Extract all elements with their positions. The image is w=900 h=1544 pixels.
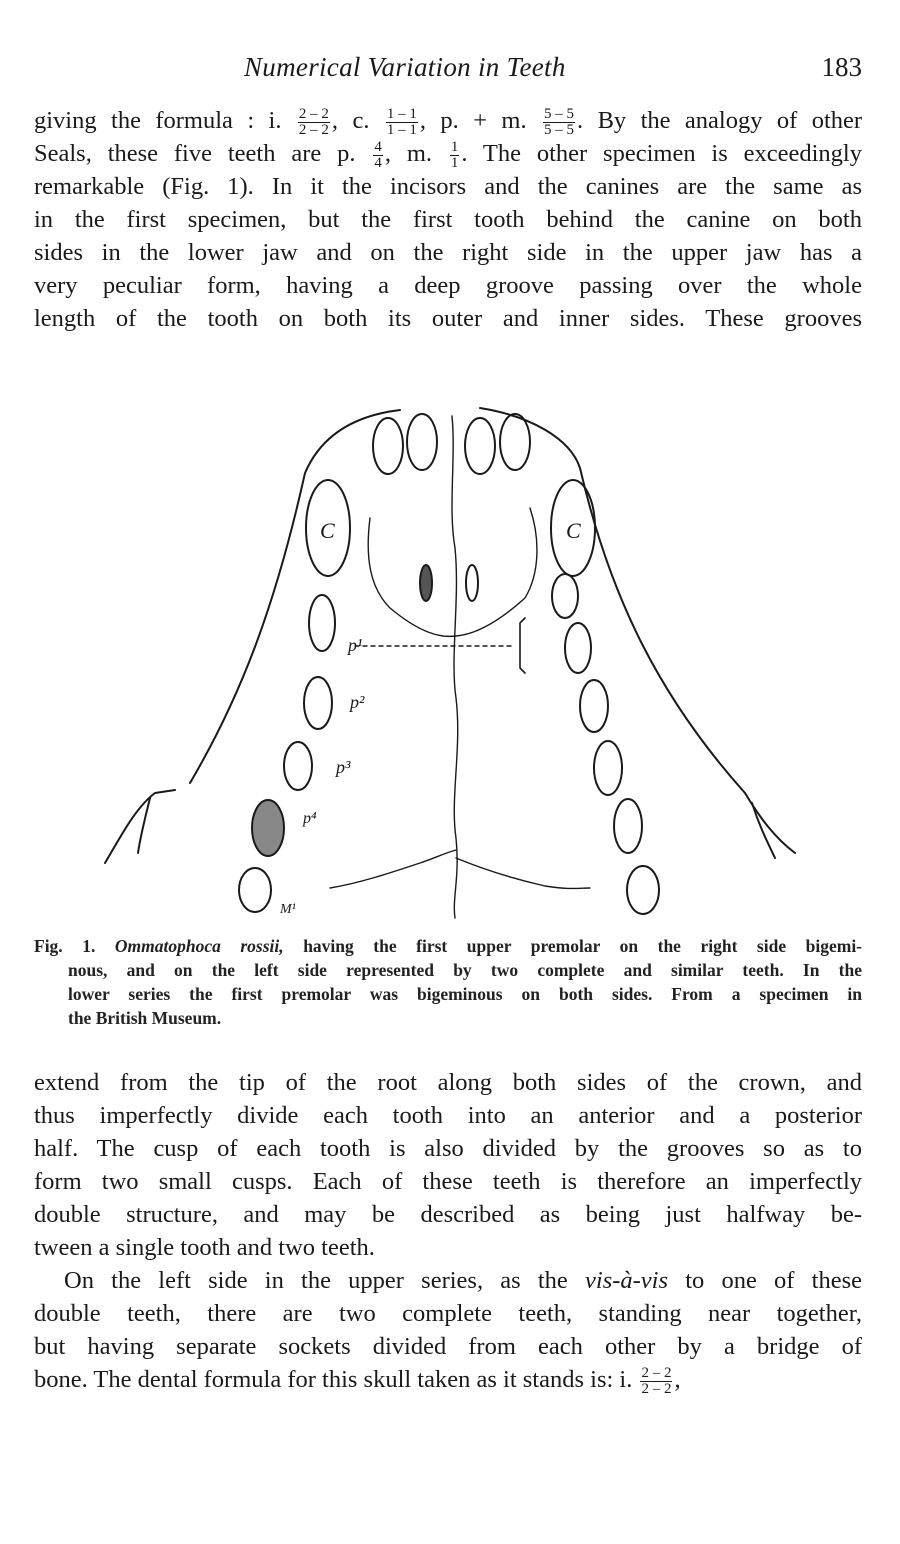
text-line: length of the tooth on both its outer and inner sides. These grooves (34, 305, 862, 332)
upper-p1-left (309, 595, 335, 651)
posterior-margin-left (330, 850, 456, 888)
upper-m1-right (614, 799, 642, 853)
text-fragment: to one of these (685, 1267, 862, 1294)
jaw-flank-left (138, 798, 150, 853)
formula-fraction: $\frac{4}{4}$ (374, 138, 382, 171)
palatine-foramen-left (420, 565, 432, 601)
jaw-edge-left (105, 790, 175, 863)
figure-caption (34, 934, 862, 1030)
skull-palate-illustration (100, 398, 800, 928)
upper-m1-left (239, 868, 271, 912)
upper-p3-left (284, 742, 312, 790)
text-line: but having separate sockets divided from each other by a bridge of (34, 1333, 862, 1360)
paragraph-top (34, 104, 862, 335)
incisor-4 (500, 414, 530, 470)
italic-term: vis-à-vis (585, 1267, 669, 1294)
text-fragment: , m. (384, 140, 432, 167)
text-line: remarkable (Fig. 1). In it the incisors and the canines are the same as (34, 173, 862, 200)
incisor-1 (373, 418, 403, 474)
label-canine-left: C (320, 518, 335, 543)
caption-line (34, 934, 862, 958)
formula-fraction: $\frac{2 - 2}{2 - 2}$ (641, 1364, 672, 1397)
text-line (34, 1264, 862, 1297)
caption-text: having the first upper premolar on the right side bigemi- (303, 936, 863, 956)
caption-line: nous, and on the left side represented by two complete and similar teeth. In the (68, 960, 862, 980)
incisor-3 (465, 418, 495, 474)
midline-suture (452, 416, 458, 918)
text-line: sides in the lower jaw and on the right side in the upper jaw has a (34, 239, 862, 266)
text-line: in the first specimen, but the first tooth behind the canine on both (34, 206, 862, 233)
caption-line: the British Museum. (68, 1008, 222, 1028)
text-line: double teeth, there are two complete teeth, standing near together, (34, 1300, 862, 1327)
formula-fraction: $\frac{1}{1}$ (450, 138, 459, 171)
label-p2: p² (350, 692, 365, 712)
label-p1: p¹ (348, 635, 363, 655)
jaw-edge-right (745, 793, 795, 853)
text-fragment: On the left side in the upper series, as the (64, 1267, 568, 1294)
text-fragment: , p. + m. (419, 107, 527, 134)
label-p3: p³ (336, 757, 351, 777)
upper-p3-right (580, 680, 608, 732)
upper-p4-right (594, 741, 622, 795)
upper-p1-right (552, 574, 578, 618)
text-fragment: . The other specimen is exceedingly (461, 140, 862, 167)
text-line (34, 137, 862, 170)
skull-outline-right (480, 408, 745, 793)
text-line: thus imperfectly divide each tooth into an anterior and a posterior (34, 1102, 862, 1129)
upper-p4-left (252, 800, 284, 856)
caption-line: lower series the first premolar was bigeminous on both sides. From a specimen in (68, 984, 862, 1004)
skull-outline-left (190, 410, 400, 783)
running-title: Numerical Variation in Teeth (244, 52, 566, 82)
upper-p2-left (304, 677, 332, 729)
palatine-foramen-right (466, 565, 478, 601)
label-p4: p⁴ (303, 810, 317, 827)
text-fragment: , (674, 1366, 681, 1393)
text-line (34, 104, 862, 137)
formula-fraction: $\frac{1 - 1}{1 - 1}$ (386, 105, 417, 138)
text-line: half. The cusp of each tooth is also divided by the grooves so as to (34, 1135, 862, 1162)
text-fragment: bone. The dental formula for this skull taken as it stands is: i. (34, 1366, 633, 1393)
text-fragment: Seals, these five teeth are p. (34, 140, 356, 167)
text-line (34, 1363, 862, 1396)
text-fragment: . By the analogy of other (577, 107, 863, 134)
text-fragment: giving the formula : i. (34, 107, 282, 134)
label-canine-right: C (566, 518, 581, 543)
incisor-2 (407, 414, 437, 470)
page-number: 183 (821, 52, 862, 82)
text-fragment: , c. (331, 107, 370, 134)
bracket (520, 618, 525, 673)
figure-number: Fig. 1. (34, 936, 96, 956)
text-line: very peculiar form, having a deep groove passing over the whole (34, 272, 862, 299)
text-line: extend from the tip of the root along both sides of the crown, and (34, 1069, 862, 1096)
text-line: double structure, and may be described as being just halfway be- (34, 1201, 862, 1228)
paragraph-bottom (34, 1066, 862, 1396)
label-m1: M¹ (280, 902, 296, 917)
formula-fraction: $\frac{5 - 5}{5 - 5}$ (544, 105, 575, 138)
species-name: Ommatophoca rossii, (114, 936, 284, 956)
formula-fraction: $\frac{2 - 2}{2 - 2}$ (298, 105, 329, 138)
upper-p2-right (565, 623, 591, 673)
posterior-margin-right (456, 858, 590, 889)
page-header (34, 52, 862, 86)
text-line: tween a single tooth and two teeth. (34, 1234, 375, 1261)
text-line: form two small cusps. Each of these teeth is therefore an imperfectly (34, 1168, 862, 1195)
lower-m1-right (627, 866, 659, 914)
